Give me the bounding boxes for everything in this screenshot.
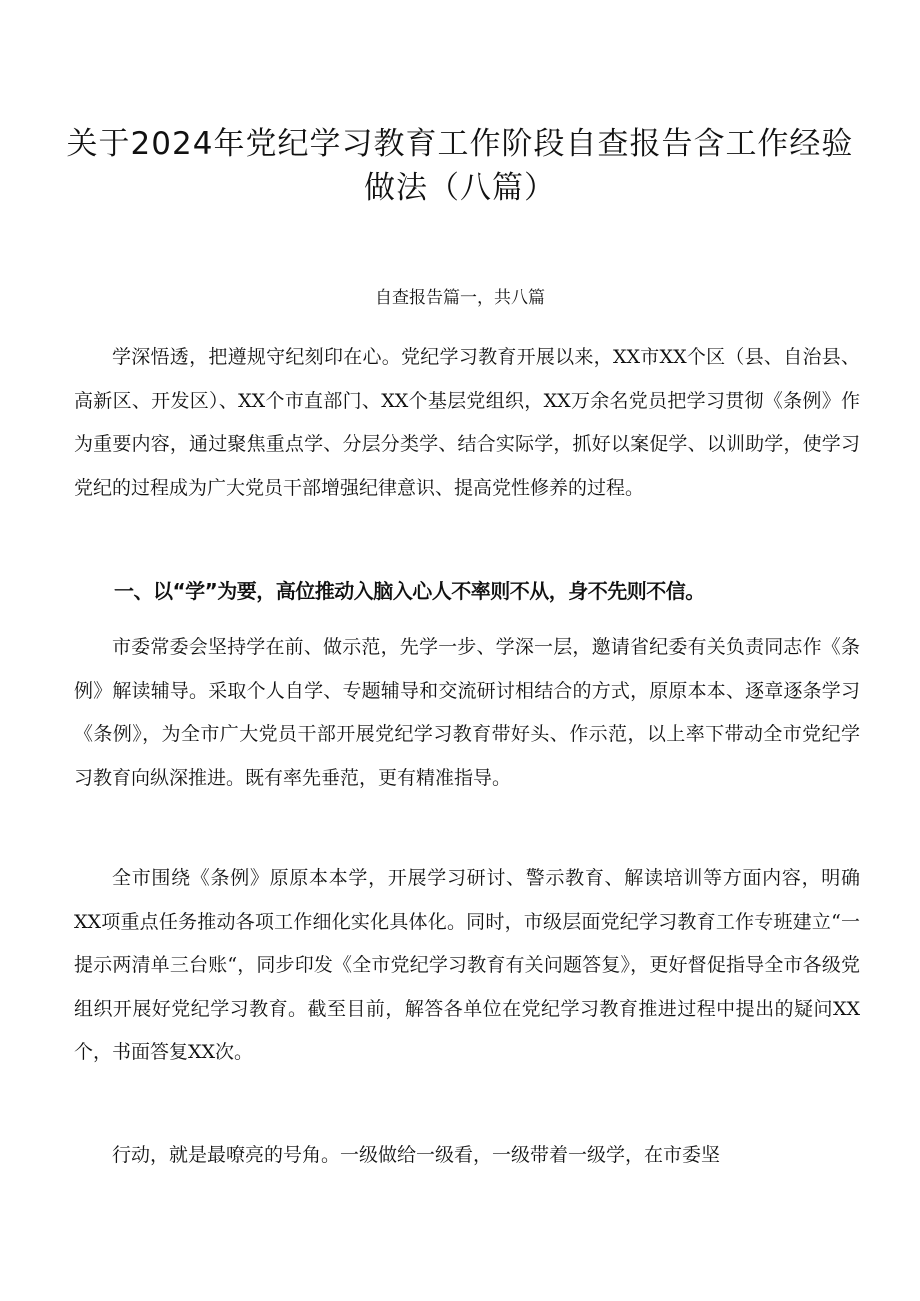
document-title-line-1: 关于2024年党纪学习教育工作阶段自查报告含工作经验: [66, 126, 854, 162]
body-paragraph-3: 全市围绕《条例》原原本本学，开展学习研讨、警示教育、解读培训等方面内容，明确XX项重点任务推动各项工作细化实化具体化。同时，市级层面党纪学习教育工作专班建立“一提示两清单三台账“，同步印发《全市党纪学习教育有关问题答复》，更好督促指导全市各级党组织开展好党纪学习教育。截至目前，解答各单位在党纪学习教育推进过程中提出的疑问XX个，书面答复XX次。: [74, 867, 860, 1063]
section-heading-1: 一、以“学”为要，高位推动入脑入心人不率则不从，身不先则不信。: [114, 579, 705, 603]
body-paragraph-1: 学深悟透，把遵规守纪刻印在心。党纪学习教育开展以来，XX市XX个区（县、自治县、高新区、开发区）、XX个市直部门、XX个基层党组织，XX万余名党员把学习贯彻《条例》作为重要内容，通过聚焦重点学、分层分类学、结合实际学，抓好以案促学、以训助学，使学习党纪的过程成为广大党员干部增强纪律意识、提高党性修养的过程。: [74, 346, 860, 499]
body-paragraph-2: 市委常委会坚持学在前、做示范，先学一步、学深一层，邀请省纪委有关负责同志作《条例》解读辅导。采取个人自学、专题辅导和交流研讨相结合的方式，原原本本、逐章逐条学习《条例》，为全市广大党员干部开展党纪学习教育带好头、作示范，以上率下带动全市党纪学习教育向纵深推进。既有率先垂范，更有精准指导。: [74, 636, 860, 789]
body-paragraph-4: 行动，就是最嘹亮的号角。一级做给一级看，一级带着一级学，在市委坚: [112, 1144, 721, 1166]
document-title: [60, 122, 860, 210]
document-title-line-2: 做法（八篇）: [364, 170, 556, 206]
document-subtitle: 自查报告篇一，共八篇: [375, 288, 545, 308]
